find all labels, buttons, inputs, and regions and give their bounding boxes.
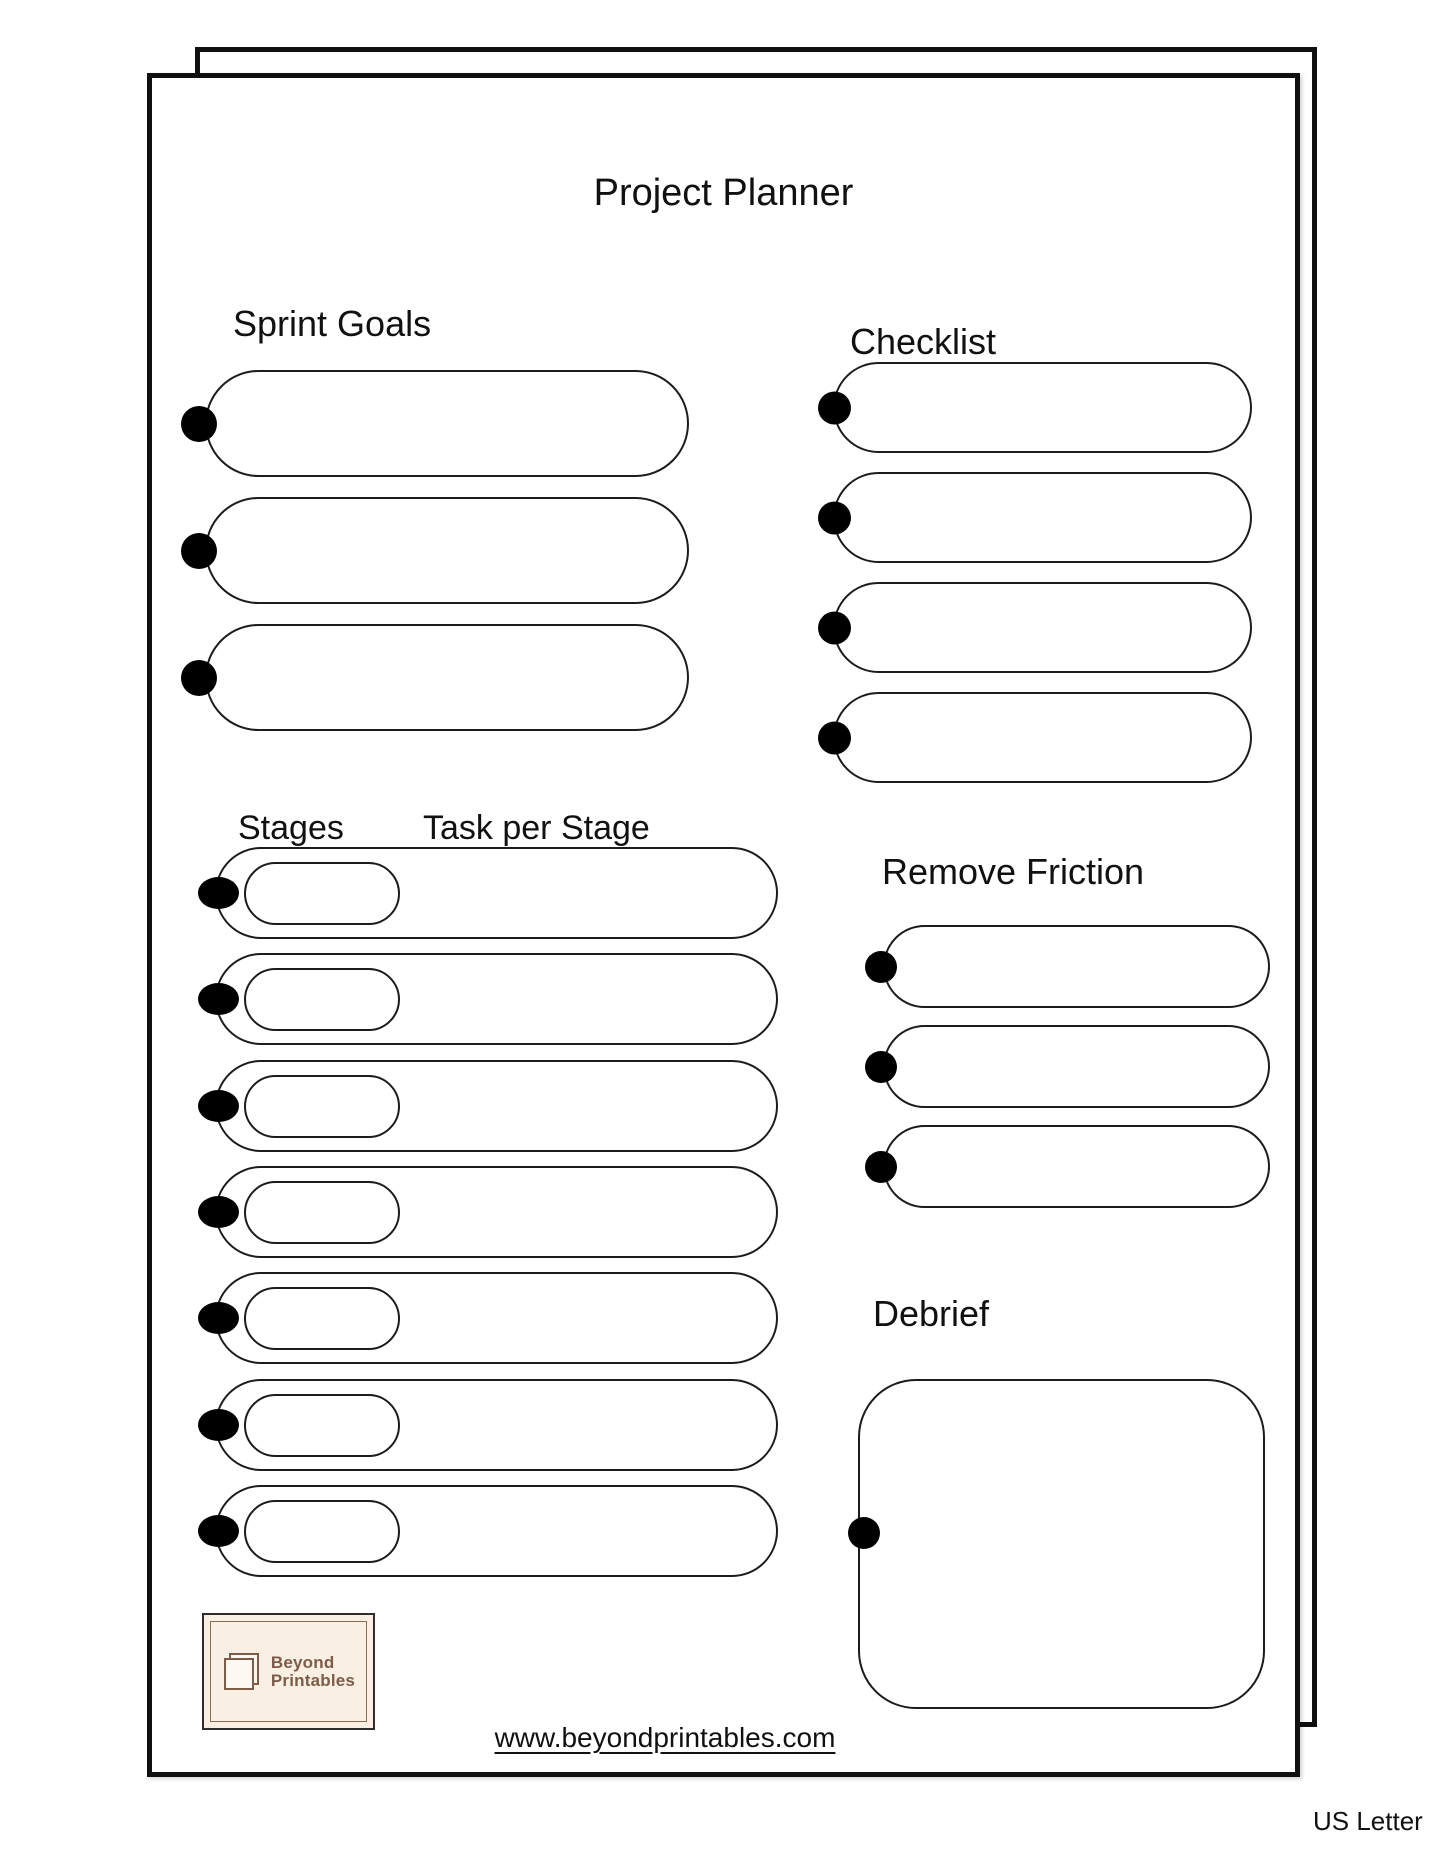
bullet-dot: [198, 983, 239, 1015]
sprint-goal-field: [205, 370, 689, 477]
stage-row: [215, 1272, 778, 1364]
stage-name-field: [244, 968, 400, 1031]
stage-row: [215, 847, 778, 939]
stage-name-field: [244, 1287, 400, 1350]
bullet-dot: [818, 721, 851, 754]
bullet-dot: [198, 1196, 239, 1228]
bullet-dot: [198, 877, 239, 909]
brand-logo: [202, 1613, 375, 1730]
brand-name-line1: Beyond: [270, 1652, 335, 1672]
stage-row: [215, 1485, 778, 1577]
stacked-pages-icon: [222, 1651, 262, 1693]
bullet-dot: [865, 1051, 897, 1083]
stage-row: [215, 1166, 778, 1258]
stage-row: [215, 1060, 778, 1152]
sprint-goal-field: [205, 624, 689, 731]
stage-name-field: [244, 1075, 400, 1138]
checklist-field: [833, 692, 1252, 783]
stage-name-field: [244, 1181, 400, 1244]
website-link[interactable]: www.beyondprintables.com: [494, 1722, 836, 1753]
remove-friction-field: [883, 1025, 1270, 1108]
stage-row: [215, 953, 778, 1045]
bullet-dot: [181, 660, 217, 696]
debrief-field: [858, 1379, 1265, 1709]
bullet-dot: [198, 1409, 239, 1441]
stage-name-field: [244, 862, 400, 925]
stage-name-field: [244, 1500, 400, 1563]
paper-size-label: US Letter: [1313, 1806, 1423, 1836]
brand-logo-frame: [210, 1621, 367, 1722]
bullet-dot: [198, 1090, 239, 1122]
sprint-goal-field: [205, 497, 689, 604]
bullet-dot: [818, 501, 851, 534]
bullet-dot: [865, 951, 897, 983]
bullet-dot: [181, 533, 217, 569]
checklist-field: [833, 472, 1252, 563]
stages-heading: Stages: [238, 809, 344, 847]
checklist-field: [833, 362, 1252, 453]
bullet-dot: [818, 391, 851, 424]
remove-friction-field: [883, 1125, 1270, 1208]
bullet-dot: [818, 611, 851, 644]
debrief-heading: Debrief: [873, 1293, 990, 1334]
bullet-dot: [865, 1151, 897, 1183]
brand-name-line2: Printables: [270, 1670, 356, 1690]
bullet-dot: [181, 406, 217, 442]
bullet-dot: [198, 1302, 239, 1334]
checklist-field: [833, 582, 1252, 673]
sprint-goals-heading: Sprint Goals: [233, 303, 432, 344]
stage-name-field: [244, 1394, 400, 1457]
bullet-dot: [198, 1515, 239, 1547]
remove-friction-field: [883, 925, 1270, 1008]
stage-row: [215, 1379, 778, 1471]
task-per-stage-heading: Task per Stage: [423, 809, 650, 847]
remove-friction-heading: Remove Friction: [882, 851, 1145, 892]
page-title: Project Planner: [593, 172, 854, 214]
bullet-dot: [848, 1517, 880, 1549]
checklist-heading: Checklist: [850, 321, 997, 362]
